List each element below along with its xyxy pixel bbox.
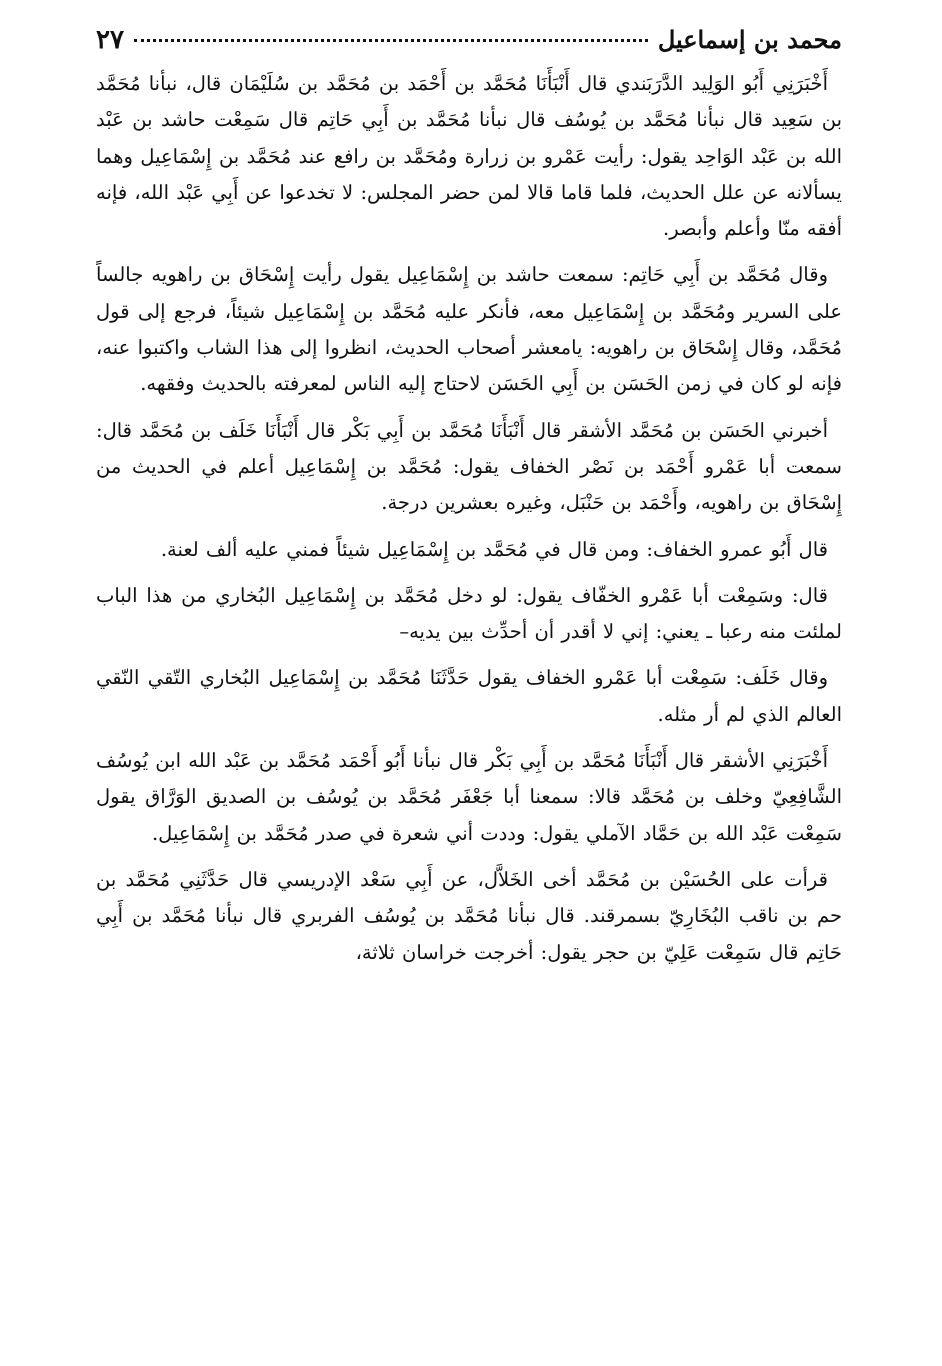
paragraph-8: قرأت على الحُسَيْن بن مُحَمَّد أخى الخَلاَّل، عن أَبِي سَعْد الإدريسي قال حَدَّثَنِي مُحَمَّد بن حم بن ناقب البُخَارِيّ بسمرقند. قال نبأنا مُحَمَّد بن يُوسُف الفربري قال نبأنا مُحَمَّد بن أَبِي حَاتِم قال سَمِعْت عَلِيّ بن حجر يقول: أخرجت خراسان ثلاثة،: [96, 867, 842, 964]
paragraph-5: قال: وسَمِعْت أبا عَمْرو الخفّاف يقول: لو دخل مُحَمَّد بن إِسْمَاعِيل البُخاري من هذا الباب لملئت منه رعبا ـ يعني: إني لا أقدر أن أحدِّث بين يديه–: [96, 583, 842, 644]
running-head-title: محمد بن إسماعيل: [657, 25, 842, 54]
paragraph-4: قال أَبُو عمرو الخفاف: ومن قال في مُحَمَّد بن إِسْمَاعِيل شيئاً فمني عليه ألف لعنة.: [160, 537, 828, 561]
dotted-leader: [134, 39, 648, 42]
paragraph-2: وقال مُحَمَّد بن أَبِي حَاتِم: سمعت حاشد بن إِسْمَاعِيل يقول رأيت إِسْحَاق بن راهويه جالساً على السرير ومُحَمَّد بن إِسْمَاعِيل معه، فأنكر عليه مُحَمَّد بن إِسْمَاعِيل شيئاً، فرجع إلى قول مُحَمَّد، وقال إِسْحَاق بن راهويه: يامعشر أصحاب الحديث، انظروا إلى هذا الشاب واكتبوا عنه، فإنه لو كان في زمن الحَسَن بن أَبِي الحَسَن لاحتاج إليه الناس لمعرفته بالحديث وفقهه.: [96, 263, 842, 396]
paragraph-7: أَخْبَرَنِي الأشقر قال أَنْبَأَنَا مُحَمَّد بن أَبِي بَكْر قال نبأنا أَبُو أَحْمَد مُحَمَّد بن عَبْد الله ابن يُوسُف الشَّافِعِيّ وخلف بن مُحَمَّد قالا: سمعنا أبا جَعْفَر مُحَمَّد بن يُوسُف بن الصديق الوَرَّاق يقول سَمِعْت عَبْد الله بن حَمَّاد الآملي يقول: وددت أني شعرة في صدر مُحَمَّد بن إِسْمَاعِيل.: [96, 749, 842, 845]
page-number: ٢٧: [96, 25, 124, 55]
paragraph-6: وقال خَلَف: سَمِعْت أبا عَمْرو الخفاف يقول حَدَّثَنَا مُحَمَّد بن إِسْمَاعِيل البُخاري التّقي النّقي العالم الذي لم أر مثله.: [96, 666, 842, 726]
body-text: [96, 66, 842, 971]
paragraph-3: أخبرني الحَسَن بن مُحَمَّد الأشقر قال أَنْبَأَنَا مُحَمَّد بن أَبِي بَكْر قال أَنْبَأَنَا خَلَف بن مُحَمَّد قال: سمعت أبا عَمْرو أَحْمَد بن نَصْر الخفاف يقول: مُحَمَّد بن إِسْمَاعِيل أعلم في الحديث من إِسْحَاق بن راهويه، وأَحْمَد بن حَنْبَل، وغيره بعشرين درجة.: [96, 418, 842, 515]
paragraph-1: أَخْبَرَنِي أَبُو الوَلِيد الدَّرَبَندي قال أَنْبَأَنَا مُحَمَّد بن أَحْمَد بن مُحَمَّد بن سُلَيْمَان قال، نبأنا مُحَمَّد بن سَعِيد قال نبأنا مُحَمَّد بن يُوسُف قال نبأنا مُحَمَّد بن أَبِي حَاتِم قال سَمِعْت حاشد بن عَبْد الله بن عَبْد الوَاحِد يقول: رأيت عَمْرو بن زرارة ومُحَمَّد بن رافع عند مُحَمَّد بن إِسْمَاعِيل وهما يسألانه عن علل الحديث، فلما قاما قالا لمن حضر المجلس: لا تخدعوا عن أَبِي عَبْد الله، فإنه أفقه منّا وأعلم وأبصر.: [96, 72, 842, 241]
running-head: [96, 20, 842, 60]
